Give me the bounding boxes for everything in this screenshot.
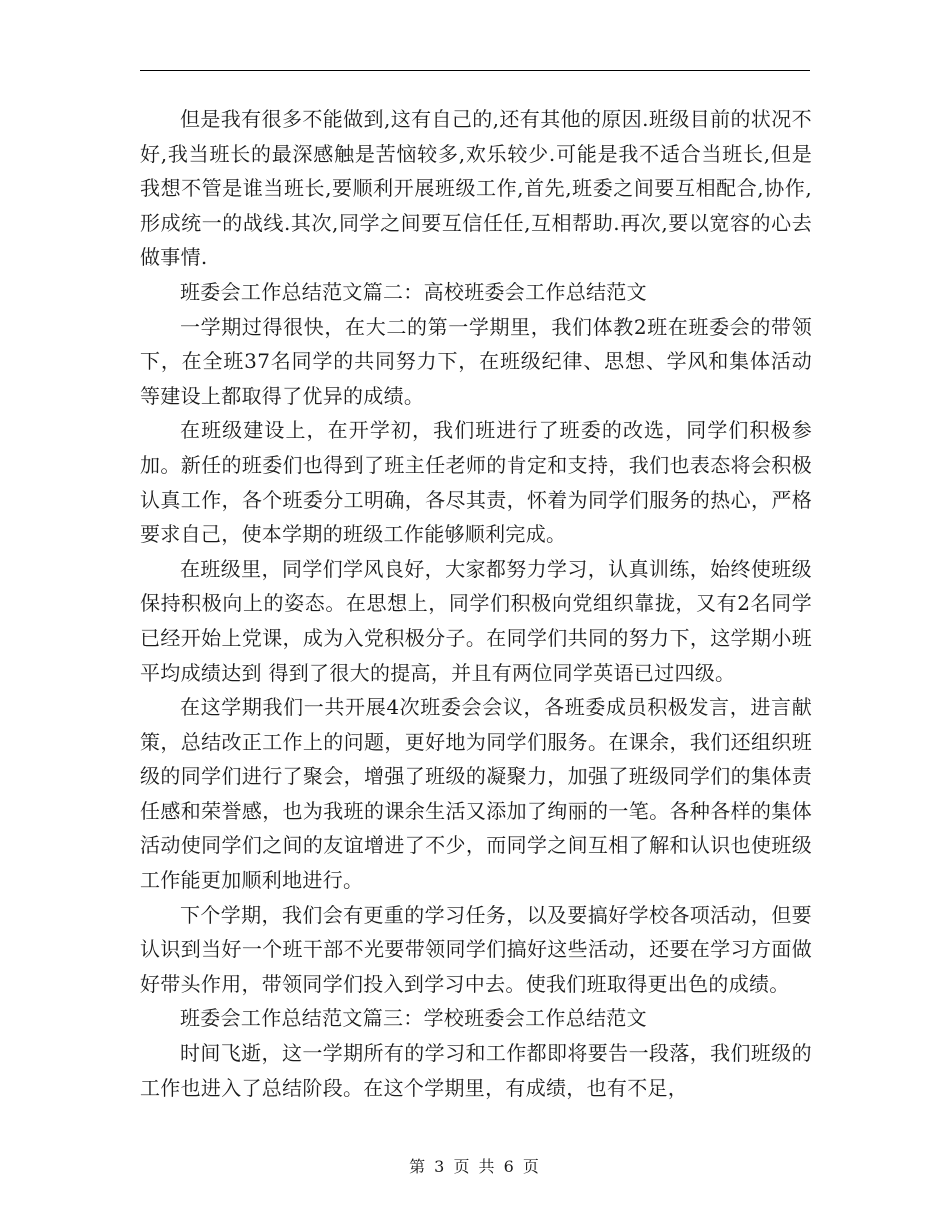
paragraph: 时间飞逝，这一学期所有的学习和工作都即将要告一段落，我们班级的工作也进入了总结阶段。在这个学期里，有成绩，也有不足， [140,1041,812,1100]
paragraph: 在班级建设上，在开学初，我们班进行了班委的改选，同学们积极参加。新任的班委们也得到了班主任老师的肯定和支持，我们也表态将会积极认真工作，各个班委分工明确，各尽其责，怀着为同学们服务的热心，严格要求自己，使本学期的班级工作能够顺利完成。 [140,418,812,547]
paragraph-continuation: 但是我有很多不能做到,这有自己的,还有其他的原因.班级目前的状况不好,我当班长的最深感触是苦恼较多,欢乐较少.可能是我不适合当班长,但是我想不管是谁当班长,要顺利开展班级工作,首先,班委之间要互相配合,协作,形成统一的战线.其次,同学之间要互信任任,互相帮助.再次,要以宽容的心去做事情. [140,107,812,270]
section-heading-3: 班委会工作总结范文篇三：学校班委会工作总结范文 [180,1006,647,1031]
page-number: 第 3 页 共 6 页 [409,1157,541,1176]
paragraph: 在这学期我们一共开展4次班委会会议，各班委成员积极发言，进言献策，总结改正工作上的问题，更好地为同学们服务。在课余，我们还组织班级的同学们进行了聚会，增强了班级的凝聚力，加强了班级同学们的集体责任感和荣誉感，也为我班的课余生活又添加了绚丽的一笔。各种各样的集体活动使同学们之间的友谊增进了不少，而同学之间互相了解和认识也使班级工作能更加顺利地进行。 [140,695,812,893]
document-body [140,102,812,1105]
header-rule [140,70,810,71]
section-heading-2: 班委会工作总结范文篇二：高校班委会工作总结范文 [180,279,647,304]
paragraph: 一学期过得很快，在大二的第一学期里，我们体教2班在班委会的带领下，在全班37名同学的共同努力下，在班级纪律、思想、学风和集体活动等建设上都取得了优异的成绩。 [140,314,812,408]
paragraph: 下个学期，我们会有更重的学习任务，以及要搞好学校各项活动，但要认识到当好一个班干部不光要带领同学们搞好这些活动，还要在学习方面做好带头作用，带领同学们投入到学习中去。使我们班取得更出色的成绩。 [140,902,812,996]
paragraph: 在班级里，同学们学风良好，大家都努力学习，认真训练，始终使班级保持积极向上的姿态。在思想上，同学们积极向党组织靠拢，又有2名同学已经开始上党课，成为入党积极分子。在同学们共同的努力下，这学期小班平均成绩达到 得到了很大的提高，并且有两位同学英语已过四级。 [140,556,812,685]
